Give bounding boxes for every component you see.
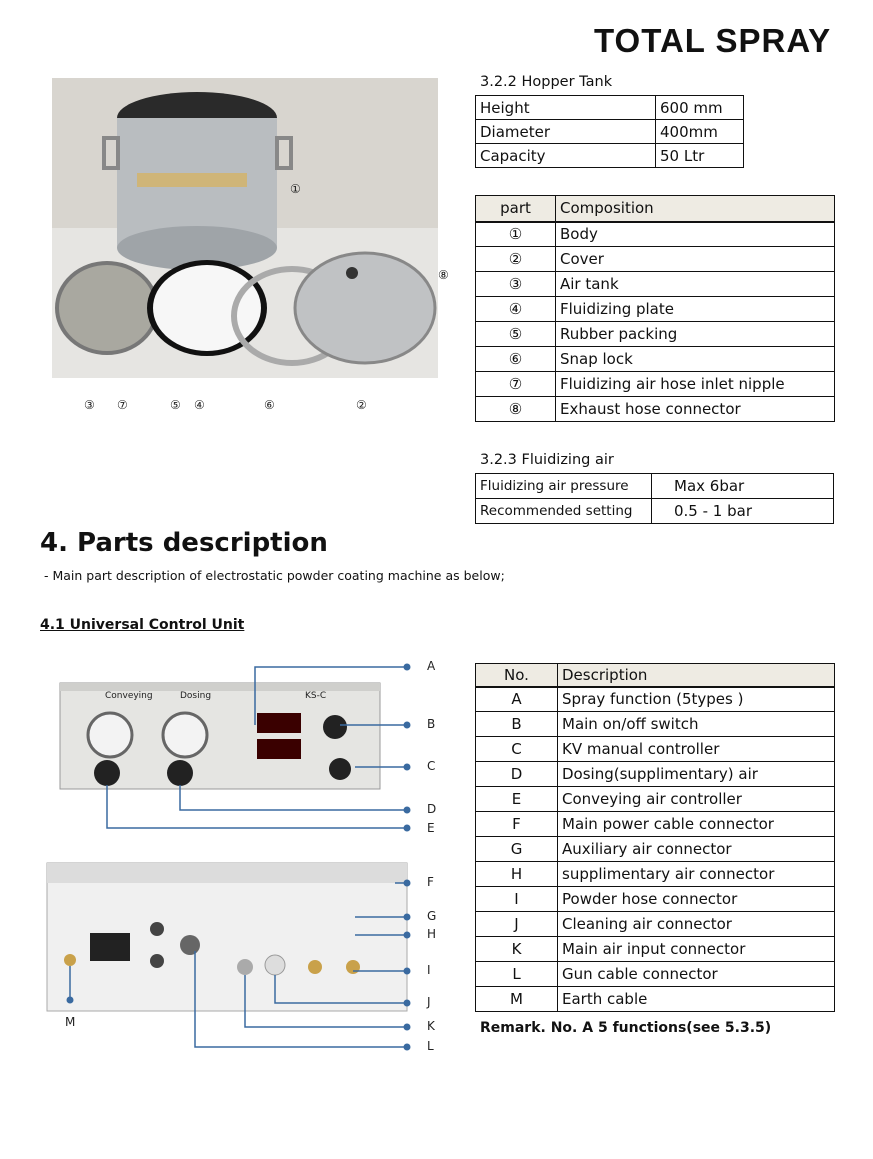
- composition-table: [475, 195, 835, 422]
- part-desc: Spray function (5types ): [558, 687, 835, 712]
- hopper-bottom-callouts: [0, 398, 440, 414]
- part-letter: H: [476, 862, 558, 887]
- part-letter: I: [476, 887, 558, 912]
- table-row: [476, 222, 835, 247]
- air-label: Recommended setting: [476, 499, 652, 524]
- parts-table: [475, 663, 835, 1012]
- hopper-illustration: [52, 78, 438, 378]
- part-desc: Powder hose connector: [558, 887, 835, 912]
- table-row: [476, 247, 835, 272]
- panel-conveying: Conveying: [105, 691, 153, 701]
- label-b: B: [427, 717, 436, 731]
- callout-1: ①: [290, 182, 301, 196]
- part-no: ⑥: [476, 347, 556, 372]
- part-desc: Main power cable connector: [558, 812, 835, 837]
- air-label: Fluidizing air pressure: [476, 474, 652, 499]
- table-row: [476, 96, 744, 120]
- subsection-title: 4.1 Universal Control Unit: [40, 617, 245, 633]
- callout-2: ②: [356, 398, 367, 412]
- part-desc: Main on/off switch: [558, 712, 835, 737]
- brand-title: TOTAL SPRAY: [594, 22, 832, 59]
- spec-value: 400mm: [656, 120, 744, 144]
- part-letter: M: [476, 987, 558, 1012]
- label-g: G: [427, 909, 437, 923]
- part-desc: supplimentary air connector: [558, 862, 835, 887]
- fluidizing-caption: 3.2.3 Fluidizing air: [480, 452, 614, 468]
- part-no: ④: [476, 297, 556, 322]
- table-row: [476, 787, 835, 812]
- spec-label: Height: [476, 96, 656, 120]
- section-title: 4. Parts description: [40, 528, 328, 558]
- table-header: [476, 196, 835, 222]
- table-row: [476, 297, 835, 322]
- part-desc: Conveying air controller: [558, 787, 835, 812]
- table-row: [476, 737, 835, 762]
- air-value: Max 6bar: [652, 474, 834, 499]
- header-part: part: [476, 196, 556, 222]
- table-row: [476, 499, 834, 524]
- spec-value: 600 mm: [656, 96, 744, 120]
- part-name: Snap lock: [556, 347, 835, 372]
- callout-6: ⑥: [264, 398, 275, 412]
- header-description: Description: [558, 664, 835, 687]
- label-i: I: [427, 963, 431, 977]
- callout-4: ④: [194, 398, 205, 412]
- part-name: Body: [556, 222, 835, 247]
- part-no: ⑧: [476, 397, 556, 422]
- spec-value: 50 Ltr: [656, 144, 744, 168]
- remark: Remark. No. A 5 functions(see 5.3.5): [480, 1020, 772, 1036]
- part-name: Exhaust hose connector: [556, 397, 835, 422]
- header-composition: Composition: [556, 196, 835, 222]
- table-row: [476, 322, 835, 347]
- part-no: ③: [476, 272, 556, 297]
- panel-model: KS-C: [305, 691, 327, 701]
- table-row: [476, 397, 835, 422]
- table-row: [476, 687, 835, 712]
- table-row: [476, 887, 835, 912]
- callout-3: ③: [84, 398, 95, 412]
- table-row: [476, 372, 835, 397]
- label-c: C: [427, 759, 436, 773]
- spec-label: Diameter: [476, 120, 656, 144]
- label-l: L: [427, 1039, 434, 1053]
- table-row: [476, 712, 835, 737]
- callout-8: ⑧: [438, 268, 449, 282]
- table-row: [476, 962, 835, 987]
- part-letter: J: [476, 912, 558, 937]
- callout-7: ⑦: [117, 398, 128, 412]
- table-header: [476, 664, 835, 687]
- part-letter: D: [476, 762, 558, 787]
- table-row: [476, 987, 835, 1012]
- hopper-spec-table: [475, 95, 744, 168]
- hopper-caption: 3.2.2 Hopper Tank: [480, 74, 613, 90]
- callout-5: ⑤: [170, 398, 181, 412]
- table-row: [476, 862, 835, 887]
- table-row: [476, 762, 835, 787]
- part-letter: K: [476, 937, 558, 962]
- air-value: 0.5 - 1 bar: [652, 499, 834, 524]
- part-no: ⑦: [476, 372, 556, 397]
- table-row: [476, 120, 744, 144]
- part-letter: L: [476, 962, 558, 987]
- table-row: [476, 837, 835, 862]
- table-row: [476, 912, 835, 937]
- label-m: M: [65, 1015, 76, 1029]
- table-row: [476, 474, 834, 499]
- part-desc: KV manual controller: [558, 737, 835, 762]
- part-letter: C: [476, 737, 558, 762]
- part-letter: E: [476, 787, 558, 812]
- panel-dosing: Dosing: [180, 691, 212, 701]
- table-row: [476, 937, 835, 962]
- spec-label: Capacity: [476, 144, 656, 168]
- table-row: [476, 347, 835, 372]
- header-no: No.: [476, 664, 558, 687]
- part-name: Rubber packing: [556, 322, 835, 347]
- part-letter: F: [476, 812, 558, 837]
- label-h: H: [427, 927, 437, 941]
- label-f: F: [427, 875, 434, 889]
- part-desc: Dosing(supplimentary) air: [558, 762, 835, 787]
- table-row: [476, 272, 835, 297]
- section-description: - Main part description of electrostatic powder coating machine as below;: [44, 568, 505, 583]
- part-desc: Gun cable connector: [558, 962, 835, 987]
- part-desc: Earth cable: [558, 987, 835, 1012]
- table-row: [476, 812, 835, 837]
- part-name: Fluidizing air hose inlet nipple: [556, 372, 835, 397]
- table-row: [476, 144, 744, 168]
- part-name: Fluidizing plate: [556, 297, 835, 322]
- label-j: J: [427, 995, 431, 1009]
- fluidizing-table: [475, 473, 834, 524]
- part-name: Cover: [556, 247, 835, 272]
- control-unit-photo: [35, 655, 445, 1055]
- part-no: ⑤: [476, 322, 556, 347]
- part-desc: Auxiliary air connector: [558, 837, 835, 862]
- label-e: E: [427, 821, 435, 835]
- part-desc: Main air input connector: [558, 937, 835, 962]
- part-name: Air tank: [556, 272, 835, 297]
- label-a: A: [427, 659, 436, 673]
- label-k: K: [427, 1019, 435, 1033]
- part-letter: B: [476, 712, 558, 737]
- label-d: D: [427, 802, 437, 816]
- part-letter: A: [476, 687, 558, 712]
- control-unit-illustration: [35, 655, 445, 1055]
- part-no: ②: [476, 247, 556, 272]
- hopper-photo: [52, 78, 449, 378]
- part-desc: Cleaning air connector: [558, 912, 835, 937]
- part-no: ①: [476, 222, 556, 247]
- part-letter: G: [476, 837, 558, 862]
